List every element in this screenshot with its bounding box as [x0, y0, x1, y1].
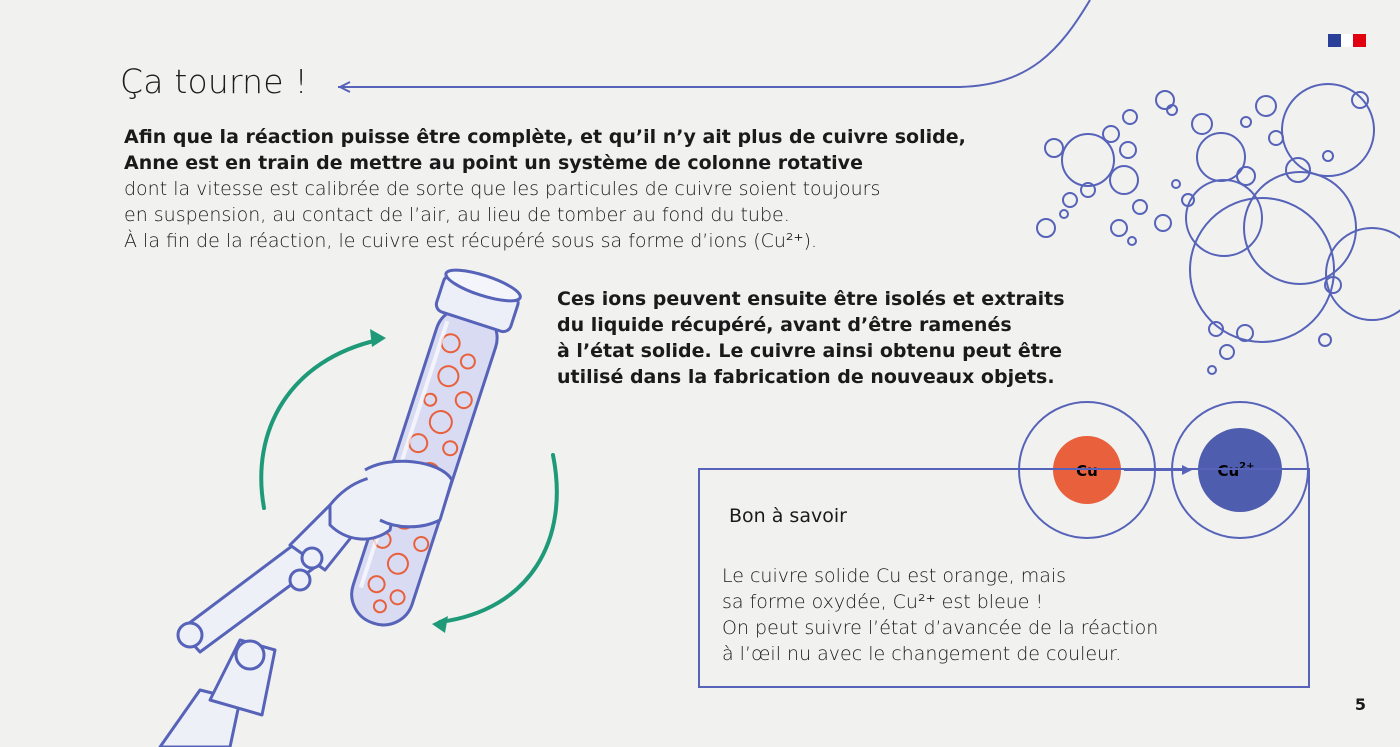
info-line: On peut suivre l’état d’avancée de la réaction	[722, 617, 1159, 639]
intro-paragraph	[124, 124, 1024, 254]
info-line: Le cuivre solide Cu est orange, mais	[722, 565, 1067, 587]
intro-line: en suspension, au contact de l’air, au lieu de tomber au fond du tube.	[124, 204, 790, 226]
intro-bold-line: Anne est en train de mettre au point un système de colonne rotative	[124, 152, 863, 174]
arrowhead-top-icon	[370, 329, 386, 347]
test-tube-illustration	[336, 264, 523, 635]
ions-line: utilisé dans la fabrication de nouveaux objets.	[557, 366, 1055, 388]
intro-line: À la fin de la réaction, le cuivre est récupéré sous sa forme d’ions (Cu²⁺).	[124, 230, 818, 252]
ions-line: Ces ions peuvent ensuite être isolés et extraits	[557, 288, 1065, 310]
ions-line: à l’état solide. Le cuivre ainsi obtenu peut être	[557, 340, 1063, 362]
title-connector-line	[338, 0, 1090, 87]
info-line: à l’œil nu avec le changement de couleur.	[722, 643, 1122, 665]
cu-label: Cu	[1076, 462, 1098, 480]
arrowhead-bottom-icon	[432, 616, 448, 633]
info-box-title: Bon à savoir	[729, 505, 847, 527]
info-line: sa forme oxydée, Cu²⁺ est bleue !	[722, 591, 1044, 613]
info-box-text	[722, 563, 1282, 667]
page-title: Ça tourne !	[120, 62, 308, 101]
ions-paragraph	[557, 286, 1117, 390]
page-number: 5	[1354, 695, 1366, 714]
cu2-label: $Cu^{2+}$	[1217, 461, 1255, 480]
ions-line: du liquide récupéré, avant d’être ramenés	[557, 314, 1012, 336]
intro-line: dont la vitesse est calibrée de sorte que les particules de cuivre soient toujours	[124, 178, 881, 200]
intro-bold-line: Afin que la réaction puisse être complète, et qu’il n’y ait plus de cuivre solide,	[124, 126, 966, 148]
french-flag-icon	[1328, 34, 1366, 47]
rotation-arrow-bottom	[440, 455, 557, 622]
